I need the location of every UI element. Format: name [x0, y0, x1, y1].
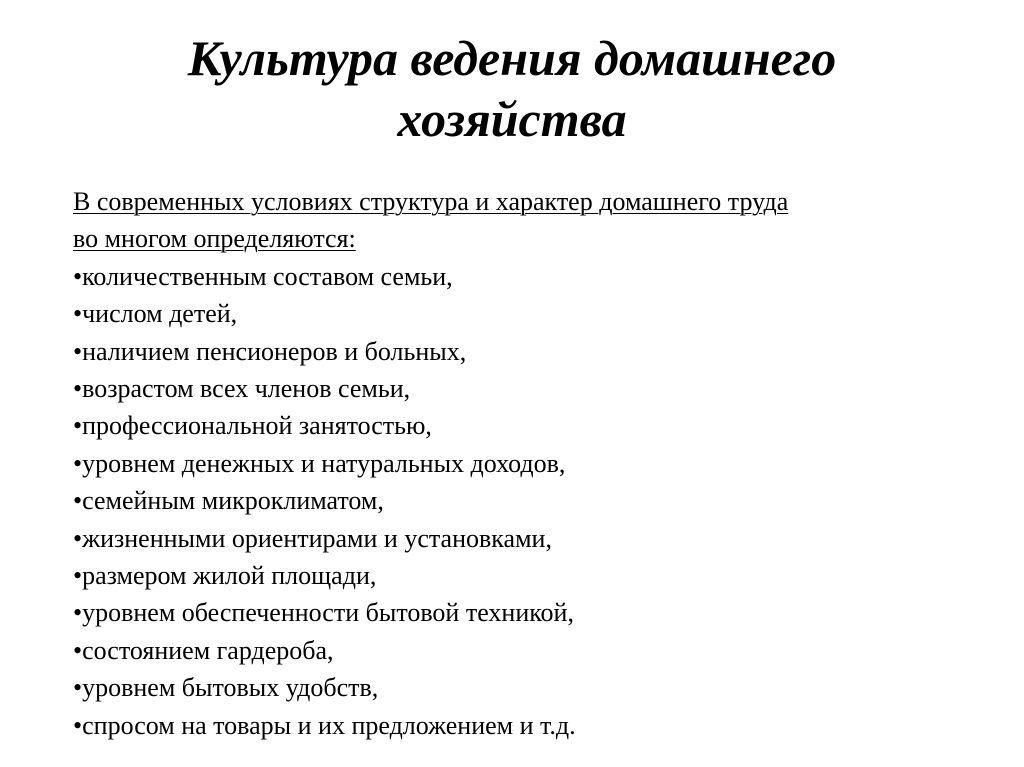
slide-title — [0, 28, 1024, 150]
list-item-text: количественным составом семьи, — [82, 261, 453, 291]
list-item-text: состоянием гардероба, — [82, 635, 334, 665]
slide-body — [73, 183, 1003, 744]
bullet-marker: • — [73, 336, 83, 366]
list-item-text: спросом на товары и их предложением и т.д. — [82, 710, 576, 740]
title-line-1: Культура ведения домашнего — [187, 30, 837, 86]
list-item — [73, 557, 1003, 594]
list-item-text: числом детей, — [82, 299, 238, 329]
list-item-text: наличием пенсионеров и больных, — [82, 336, 467, 366]
bullet-marker: • — [73, 635, 83, 665]
intro-line-2: во многом определяются: — [73, 224, 356, 254]
list-item — [73, 520, 1003, 557]
list-item — [73, 594, 1003, 631]
list-item — [73, 669, 1003, 706]
bullet-marker: • — [73, 448, 83, 478]
bullet-marker: • — [73, 374, 83, 404]
list-item-text: профессиональной занятостью, — [82, 411, 432, 441]
bullet-marker: • — [73, 261, 83, 291]
intro-line-1: В современных условиях структура и характер домашнего труда — [73, 187, 789, 216]
bullet-marker: • — [73, 523, 83, 553]
list-item — [73, 370, 1003, 407]
bullet-marker: • — [73, 411, 83, 441]
list-item-text: семейным микроклиматом, — [82, 486, 384, 516]
list-item-text: жизненными ориентирами и установками, — [82, 523, 552, 553]
bullet-marker: • — [73, 673, 83, 703]
factor-list — [73, 258, 1003, 744]
list-item-text: возрастом всех членов семьи, — [82, 374, 411, 404]
list-item-text: размером жилой площади, — [82, 561, 377, 591]
list-item-text: уровнем бытовых удобств, — [82, 673, 379, 703]
list-item — [73, 482, 1003, 519]
bullet-marker: • — [73, 710, 83, 740]
bullet-marker: • — [73, 598, 83, 628]
list-item — [73, 258, 1003, 295]
intro-text — [73, 183, 1003, 258]
list-item-text: уровнем денежных и натуральных доходов, — [82, 448, 566, 478]
list-item — [73, 295, 1003, 332]
list-item — [73, 445, 1003, 482]
list-item-text: уровнем обеспеченности бытовой техникой, — [82, 598, 574, 628]
list-item — [73, 333, 1003, 370]
bullet-marker: • — [73, 561, 83, 591]
bullet-marker: • — [73, 486, 83, 516]
title-line-2: хозяйства — [397, 91, 627, 147]
list-item — [73, 407, 1003, 444]
list-item — [73, 632, 1003, 669]
list-item — [73, 707, 1003, 744]
bullet-marker: • — [73, 299, 83, 329]
